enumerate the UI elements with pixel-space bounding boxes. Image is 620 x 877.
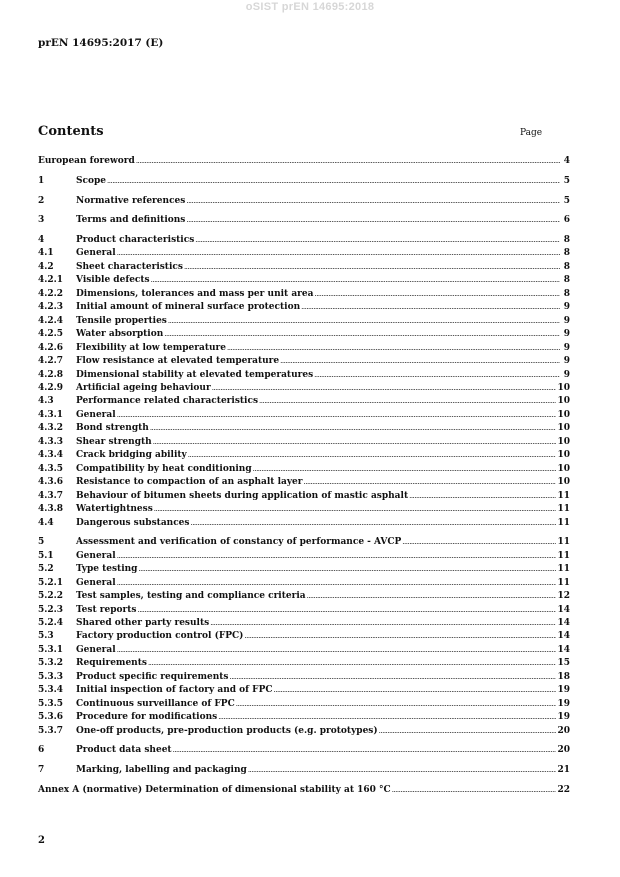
toc-entry-page: 8 [563,261,570,272]
toc-entry-title: Sheet characteristics [76,261,183,272]
toc-entry-number: 5.3.6 [38,712,64,723]
toc-entry-page: 19 [557,698,570,709]
toc-entry-title: Shared other party results [76,617,210,628]
toc-entry-number: 3 [38,215,45,226]
toc-entry-page: 10 [557,463,570,474]
toc-leader-dots [248,764,557,777]
page-number: 2 [38,835,45,846]
toc-entry-page: 9 [563,302,570,313]
toc-entry[interactable] [38,476,570,489]
toc-entry-page: 9 [563,329,570,340]
toc-entry-title: European foreword [38,156,135,166]
toc-entry-number: 2 [38,195,45,206]
toc-entry-title: General [76,550,116,561]
toc-entry[interactable] [38,301,570,314]
toc-entry-number: 5.1 [38,550,54,561]
toc-entry-title: Dangerous substances [76,517,190,528]
toc-entry[interactable] [38,382,570,395]
toc-entry-number: 7 [38,765,45,776]
toc-entry[interactable] [38,711,570,724]
toc-entry[interactable] [38,261,570,274]
toc-entry-title: Test samples, testing and compliance criteria [76,591,306,602]
toc-entry-page: 11 [557,517,570,528]
toc-leader-dots [186,214,560,227]
toc-entry[interactable] [38,764,570,777]
toc-entry-page: 20 [557,725,570,736]
toc-leader-dots [195,234,560,247]
toc-entry-title: Product characteristics [76,235,195,245]
toc-entry-page: 9 [563,356,570,367]
toc-entry-title: General [76,409,116,420]
toc-entry[interactable] [38,684,570,697]
toc-entry-title: Resistance to compaction of an asphalt layer [76,477,303,488]
toc-leader-dots [117,644,557,657]
toc-entry-title: Bond strength [76,423,149,434]
toc-entry-number: 4.2.7 [38,356,64,367]
toc-entry[interactable] [38,155,570,168]
toc-entry-number: 1 [38,175,45,186]
toc-entry-number: 5.3.7 [38,725,64,736]
toc-entry-number: 5.2.4 [38,617,64,628]
toc-entry-number: 4.2.9 [38,382,64,393]
toc-entry-page: 11 [557,504,570,515]
toc-entry-number: 4.3.2 [38,423,64,434]
toc-entry[interactable] [38,725,570,738]
toc-entry-page: 10 [557,450,570,461]
toc-entry-title: Flexibility at low temperature [76,342,226,353]
toc-entry[interactable] [38,436,570,449]
toc-entry-title: Visible defects [76,275,150,286]
toc-leader-dots [229,671,556,684]
toc-leader-dots [304,476,557,489]
toc-leader-dots [259,395,556,408]
toc-entry[interactable] [38,698,570,711]
toc-entry-number: 5.3.2 [38,658,64,669]
toc-entry-page: 15 [557,658,570,669]
toc-entry-title: Compatibility by heat conditioning [76,463,252,474]
toc-entry-page: 20 [557,745,570,756]
toc-entry[interactable] [38,657,570,670]
toc-entry-title: Annex A (normative) Determination of dimensional stability at 160 °C [38,784,391,795]
toc-entry[interactable] [38,604,570,617]
toc-entry-number: 5.3 [38,631,54,642]
toc-entry-title: Marking, labelling and packaging [76,765,247,776]
toc-entry-page: 11 [557,577,570,588]
toc-entry-title: Type testing [76,564,138,575]
toc-entry-title: General [76,644,116,655]
toc-entry-number: 4.3.8 [38,504,64,515]
toc-entry[interactable] [38,550,570,563]
toc-entry-page: 10 [557,477,570,488]
toc-entry[interactable] [38,463,570,476]
toc-leader-dots [236,698,557,711]
toc-entry[interactable] [38,617,570,630]
toc-entry-page: 11 [557,550,570,561]
toc-entry-number: 4 [38,235,45,245]
toc-entry-number: 4.3 [38,396,54,407]
toc-entry-page: 19 [557,712,570,723]
toc-leader-dots [148,657,557,670]
toc-entry[interactable] [38,214,570,227]
toc-entry-page: 5 [563,195,570,206]
toc-entry-title: Test reports [76,604,137,615]
toc-leader-dots [186,195,560,208]
toc-leader-dots [379,725,557,738]
toc-leader-dots [218,711,556,724]
table-of-contents [38,155,570,797]
toc-entry-title: Scope [76,175,107,186]
toc-entry-title: Product specific requirements [76,671,229,682]
toc-entry-title: Initial amount of mineral surface protection [76,302,301,313]
toc-entry-number: 4.2.4 [38,315,64,326]
toc-entry[interactable] [38,784,570,797]
toc-entry-number: 4.3.1 [38,409,64,420]
toc-entry-title: Normative references [76,195,186,206]
toc-entry-number: 5.2.2 [38,591,64,602]
toc-entry[interactable] [38,449,570,462]
toc-entry[interactable] [38,195,570,208]
toc-leader-dots [307,590,557,603]
toc-entry[interactable] [38,671,570,684]
toc-entry-number: 5.2.3 [38,604,64,615]
toc-leader-dots [392,784,557,797]
toc-entry-number: 4.3.5 [38,463,64,474]
toc-entry-title: Behaviour of bitumen sheets during application of mastic asphalt [76,490,409,501]
toc-entry[interactable] [38,517,570,530]
toc-entry-number: 4.1 [38,248,54,259]
toc-entry[interactable] [38,577,570,590]
toc-entry[interactable] [38,288,570,301]
toc-entry-title: Assessment and verification of constancy of performance - AVCP [76,537,402,548]
toc-entry[interactable] [38,234,570,247]
toc-leader-dots [190,517,556,530]
toc-entry[interactable] [38,247,570,260]
toc-leader-dots [137,604,556,617]
toc-leader-dots [117,409,557,422]
toc-leader-dots [117,550,557,563]
toc-entry[interactable] [38,328,570,341]
toc-leader-dots [210,617,556,630]
toc-entry-number: 5.3.1 [38,644,64,655]
toc-entry-number: 6 [38,745,45,756]
toc-entry[interactable] [38,744,570,757]
toc-entry-number: 4.3.3 [38,436,64,447]
toc-entry-page: 8 [563,275,570,286]
toc-entry-page: 14 [557,644,570,655]
toc-entry[interactable] [38,395,570,408]
toc-entry-page: 8 [563,248,570,259]
toc-leader-dots [107,175,560,188]
toc-entry-number: 4.2.5 [38,329,64,340]
toc-entry-title: Procedure for modifications [76,712,218,723]
toc-leader-dots [117,577,557,590]
toc-entry-page: 9 [563,342,570,353]
toc-leader-dots [173,744,557,757]
toc-entry[interactable] [38,590,570,603]
toc-leader-dots [138,563,556,576]
toc-entry-page: 11 [557,537,570,548]
toc-entry[interactable] [38,355,570,368]
toc-entry-page: 18 [557,671,570,682]
toc-entry-number: 4.2.8 [38,369,64,380]
toc-entry-title: Requirements [76,658,147,669]
toc-entry-page: 12 [557,591,570,602]
toc-entry-title: General [76,248,116,259]
toc-entry-page: 8 [563,288,570,299]
toc-entry-title: Flow resistance at elevated temperature [76,356,280,367]
toc-entry[interactable] [38,630,570,643]
toc-entry-page: 9 [563,315,570,326]
toc-leader-dots [184,261,560,274]
toc-leader-dots [244,630,556,643]
toc-leader-dots [151,274,560,287]
toc-entry-title: Watertightness [76,504,153,515]
toc-entry-title: Crack bridging ability [76,450,187,461]
page-column-label: Page [520,128,543,138]
toc-leader-dots [253,463,557,476]
toc-leader-dots [314,369,560,382]
toc-entry-page: 11 [557,564,570,575]
toc-entry-number: 5.3.4 [38,685,64,696]
toc-entry-page: 10 [557,382,570,393]
toc-entry[interactable] [38,536,570,549]
toc-entry-page: 5 [563,175,570,186]
toc-entry-number: 5.3.5 [38,698,64,709]
toc-leader-dots [280,355,560,368]
toc-entry-title: Water absorption [76,329,164,340]
toc-leader-dots [409,490,556,503]
toc-entry-page: 9 [563,369,570,380]
toc-entry-number: 4.2.1 [38,275,64,286]
toc-entry[interactable] [38,342,570,355]
document-id: prEN 14695:2017 (E) [38,37,164,49]
toc-entry[interactable] [38,409,570,422]
toc-entry-title: Continuous surveillance of FPC [76,698,235,709]
toc-leader-dots [188,449,557,462]
toc-entry-page: 11 [557,490,570,501]
toc-entry[interactable] [38,563,570,576]
watermark: oSIST prEN 14695:2018 [245,1,375,13]
toc-entry[interactable] [38,369,570,382]
toc-entry-title: Artificial ageing behaviour [76,382,211,393]
toc-entry-page: 21 [557,765,570,776]
toc-entry[interactable] [38,274,570,287]
toc-entry[interactable] [38,503,570,516]
toc-leader-dots [168,315,560,328]
toc-entry-page: 10 [557,423,570,434]
toc-entry-number: 4.2.2 [38,288,64,299]
toc-entry-number: 5.2 [38,564,54,575]
toc-entry-number: 4.2 [38,261,54,272]
toc-entry-title: Terms and definitions [76,215,186,226]
toc-entry[interactable] [38,315,570,328]
toc-leader-dots [136,155,560,168]
toc-entry-page: 14 [557,631,570,642]
toc-entry-title: One-off products, pre-production products (e.g. prototypes) [76,725,378,736]
toc-entry-number: 5.3.3 [38,671,64,682]
toc-entry-number: 4.4 [38,517,54,528]
toc-entry-title: Shear strength [76,436,152,447]
toc-entry-number: 4.2.3 [38,302,64,313]
toc-entry-title: Tensile properties [76,315,167,326]
toc-leader-dots [212,382,557,395]
toc-entry-page: 14 [557,604,570,615]
toc-entry-number: 5.2.1 [38,577,64,588]
toc-entry-page: 22 [557,784,570,795]
toc-entry-title: Dimensional stability at elevated temperatures [76,369,314,380]
toc-leader-dots [314,288,560,301]
toc-entry-title: General [76,577,116,588]
toc-leader-dots [117,247,560,260]
toc-entry-page: 10 [557,409,570,420]
toc-entry-title: Factory production control (FPC) [76,631,244,642]
toc-leader-dots [164,328,560,341]
toc-entry-page: 19 [557,685,570,696]
toc-entry-number: 4.2.6 [38,342,64,353]
toc-entry-title: Performance related characteristics [76,396,259,407]
toc-leader-dots [150,422,557,435]
toc-leader-dots [153,436,557,449]
toc-leader-dots [154,503,557,516]
toc-entry-title: Initial inspection of factory and of FPC [76,685,273,696]
toc-leader-dots [274,684,557,697]
toc-entry[interactable] [38,490,570,503]
toc-entry-page: 6 [563,215,570,226]
toc-entry-number: 4.3.7 [38,490,64,501]
toc-entry-title: Product data sheet [76,745,172,756]
toc-entry[interactable] [38,175,570,188]
toc-entry-page: 10 [557,436,570,447]
toc-entry[interactable] [38,644,570,657]
toc-leader-dots [227,342,560,355]
toc-entry[interactable] [38,422,570,435]
toc-entry-page: 10 [557,396,570,407]
contents-heading: Contents [38,124,104,139]
toc-entry-number: 4.3.6 [38,477,64,488]
toc-entry-number: 5 [38,537,45,548]
toc-leader-dots [402,536,556,549]
toc-leader-dots [301,301,560,314]
toc-entry-number: 4.3.4 [38,450,64,461]
toc-entry-title: Dimensions, tolerances and mass per unit area [76,288,314,299]
toc-entry-page: 8 [563,235,570,245]
toc-entry-page: 14 [557,617,570,628]
toc-entry-page: 4 [563,156,570,166]
